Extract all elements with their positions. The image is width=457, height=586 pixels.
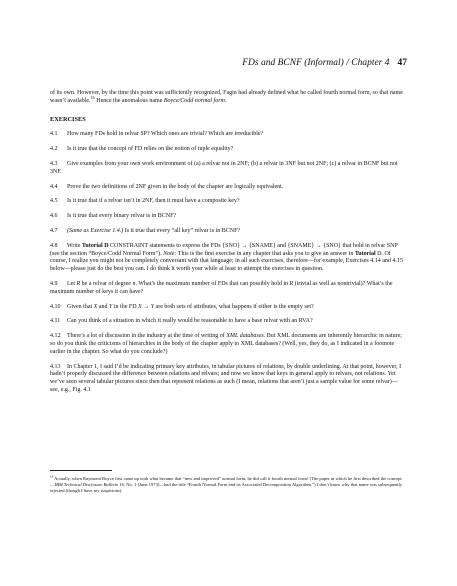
exercises-heading: EXERCISES [50,115,86,123]
exercise-4-2 [50,146,406,154]
exercise-text-2b: in the FD [112,303,139,310]
footnote-ref: 16 [90,94,95,100]
exercise-4-11 [50,318,406,326]
exercise-text-3: . What’s the maximum number of FDs that can possibly hold in [135,280,290,287]
fd-expression: X → Y [138,303,155,310]
exercise-text: Is it true that every binary relvar is in BCNF? [67,213,177,220]
exercise-text: Is it true that if a relvar isn’t in 2NF, then it must have a composite key? [67,198,240,205]
exercise-4-9 [50,281,406,297]
journal-title: IBM Technical Disclosure Bulletin 16 [54,482,124,487]
exercise-number: 4.7 [50,227,58,234]
var-y: Y [109,303,113,310]
tutorial-d-term: Tutorial D [81,242,109,249]
page-number: 47 [397,58,407,68]
exercise-number: 4.10 [50,303,61,310]
intro-text-2: Hence the anomalous name [94,97,164,104]
exercise-4-6 [50,213,406,221]
running-header [242,58,407,68]
exercise-4-4 [50,184,406,192]
footnote-text: Actually, when Raymond Boyce first came up with what became that “new and improved” normal form, he did call it fourth normal form! (The paper in which he first described the concept— [50,476,402,487]
exercise-number: 4.4 [50,183,58,190]
exercise-text-2: be a relvar of degree [80,280,133,287]
exercise-number: 4.8 [50,242,58,249]
tutorial-d-term-2: Tutorial [354,250,376,257]
exercise-text: There’s a lot of discussion in the industry at the time of writing of [67,333,227,340]
exercise-number: 4.9 [50,280,58,287]
exercise-4-8 [50,243,406,274]
exercise-4-10 [50,304,406,312]
exercise-cross-ref: (Same as Exercise 1.4.) [67,227,124,234]
exercise-text-4: (trivial as well as nontrivial)? What’s the maximum number of keys it can have? [50,280,393,295]
var-r-2: R [289,280,294,287]
footnote-rule [50,470,112,471]
exercise-number: 4.12 [50,333,61,340]
exercise-text: Prove the two definitions of 2NF given in the body of the chapter are logically equivalent. [67,183,284,190]
exercise-text-2: and [97,303,110,310]
exercise-number: 4.2 [50,146,58,153]
page-body [50,90,406,402]
running-title: FDs and BCNF (Informal) / Chapter 4 [242,58,390,68]
exercise-text: Can you think of a situation in which it really would be reasonable to have a base relvar with an RVA? [67,318,313,325]
var-r: R [76,280,81,287]
exercise-number: 4.11 [50,318,61,325]
exercise-number: 4.6 [50,213,58,220]
exercise-text: Is it true that the concept of FD relies on the notion of tuple equality? [67,146,234,153]
exercise-text: Given that [67,303,94,310]
exercise-text: Give examples from your own work environment of (a) a relvar not in 2NF; (b) a relvar in 3NF but not 2NF; (c) a relvar in BCNF but not 3NF. [50,160,398,175]
exercise-4-1 [50,131,406,139]
note-label: Note: [163,250,177,257]
xml-databases-term: XML databases [226,333,264,340]
footnote-16 [50,476,406,494]
exercise-text-2: . But XML documents are inherently hierarchic in nature; so do you think the criticisms of hierarchies in the body of the chapter apply to XML databases? (Well, yes, they do, as I indicated in a footnote earlier in the chapter. So what do you conclude?) [50,333,402,355]
intro-text: of its own. However, by the time this point was sufficiently recognized, Fagin had already defined what he called fourth normal form, so that name wasn’t available. [50,90,403,104]
exercise-number: 4.1 [50,131,58,138]
exercise-text: Let [67,280,77,287]
exercise-text: Is it true that every “all key” relvar is in BCNF? [123,227,241,234]
exercise-text: In Chapter 1, I said I’d be indicating primary key attributes, in tabular pictures of relations, by double underlining. At that point, however, I hadn’t properly discussed the difference between relations and relvars; and now we know that keys in general apply to relvars, not relations. Yet we’ve seen several tabular pictures since then that represent relations as such (I mean, relations that aren’t just a sample value for some relvar)—see, e.g., Fig. 4.1 [50,363,402,393]
intro-paragraph [50,90,406,106]
intro-end: . [224,97,227,104]
exercise-number: 4.13 [50,363,61,370]
exercise-number: 4.5 [50,198,58,205]
exercise-4-13 [50,364,406,395]
exercise-text: Write [67,242,82,249]
exercise-4-7 [50,228,406,236]
var-n: n [132,280,136,287]
footnote-number: 16 [50,474,54,479]
exercise-4-12 [50,333,406,356]
exercise-text-3: This is the first exercise in any chapter that asks you to give an answer in [176,250,355,257]
exercise-text-2: CONSTRAINT statements to express the FDs {SNO} → {SNAME} and {SNAME} → {SNO} that hold in relvar SNP (see the section “Boyce/Codd Normal Form”). [50,242,398,257]
bcnf-name: Boyce/Codd normal form [163,97,225,104]
exercise-text: How many FDs hold in relvar SP? Which ones are trivial? Which are irreducible? [67,131,264,138]
var-x: X [93,303,98,310]
exercise-number: 4.3 [50,160,58,167]
exercise-4-3 [50,161,406,177]
exercise-text-3: are both sets of attributes, what happens if either is the empty set? [154,303,314,310]
footnote-text-2: , No. 1 (June 1973)—had the title “Fourth Normal Form and its Associated Decomposition Algorithm.”) I don’t know why that name was subsequently rejected (though I have my suspicions). [50,482,403,493]
exercise-4-5 [50,198,406,206]
exercise-text-4: D. Of course, I realize you might not be completely conversant with that language; in all such exercises, therefore—for example, Exercises 4.14 and 4.15 below—please just do the best you can. I do think it worth your while at least to attempt the exercises in question. [50,250,403,273]
